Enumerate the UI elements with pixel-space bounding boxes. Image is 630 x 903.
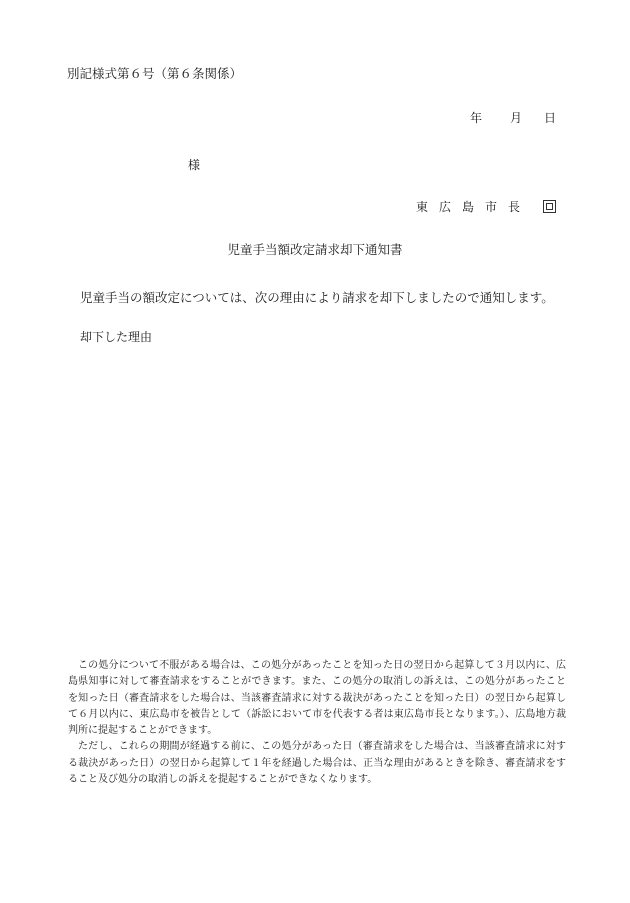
rejection-reason-label: 却下した理由 xyxy=(80,330,153,344)
seal-stamp-icon xyxy=(543,200,556,213)
document-title: 児童手当額改定請求却下通知書 xyxy=(227,242,403,257)
date-line xyxy=(470,109,556,126)
date-month-label: 月 xyxy=(509,111,522,125)
addressee-honorific: 様 xyxy=(188,158,201,172)
appeal-notice-paragraph-1: この処分について不服がある場合は、この処分があったことを知った日の翌日から起算して３月以内に、広島県知事に対して審査請求をすることができます。また、この処分の取消しの訴えは、この処分があったことを知った日（審査請求をした場合は、当該審査請求に対する裁決があったことを知った日）の翌日から起算して６月以内に、東広島市を被告として（訴訟において市を代表する者は東広島市長となります。）、広島地方裁判所に提起することができます。 xyxy=(68,660,566,737)
notification-body: 児童手当の額改定については、次の理由により請求を却下しましたので通知します。 xyxy=(80,290,554,305)
issuer-line xyxy=(416,198,556,215)
appeal-notice-paragraph-2: ただし、これらの期間が経過する前に、この処分があった日（審査請求をした場合は、当該審査請求に対する裁決があった日）の翌日から起算して１年を経過した場合は、正当な理由があるときを除き、審査請求をすること及び処分の取消しの訴えを提起することができなくなります。 xyxy=(68,741,566,786)
issuer-name: 東広島市長 xyxy=(415,200,531,214)
rejection-reason-area xyxy=(80,350,550,640)
form-number-label: 別記様式第６号（第６条関係） xyxy=(67,66,243,81)
appeal-notice xyxy=(68,658,566,788)
date-day-label: 日 xyxy=(543,111,556,125)
date-year-label: 年 xyxy=(469,111,482,125)
